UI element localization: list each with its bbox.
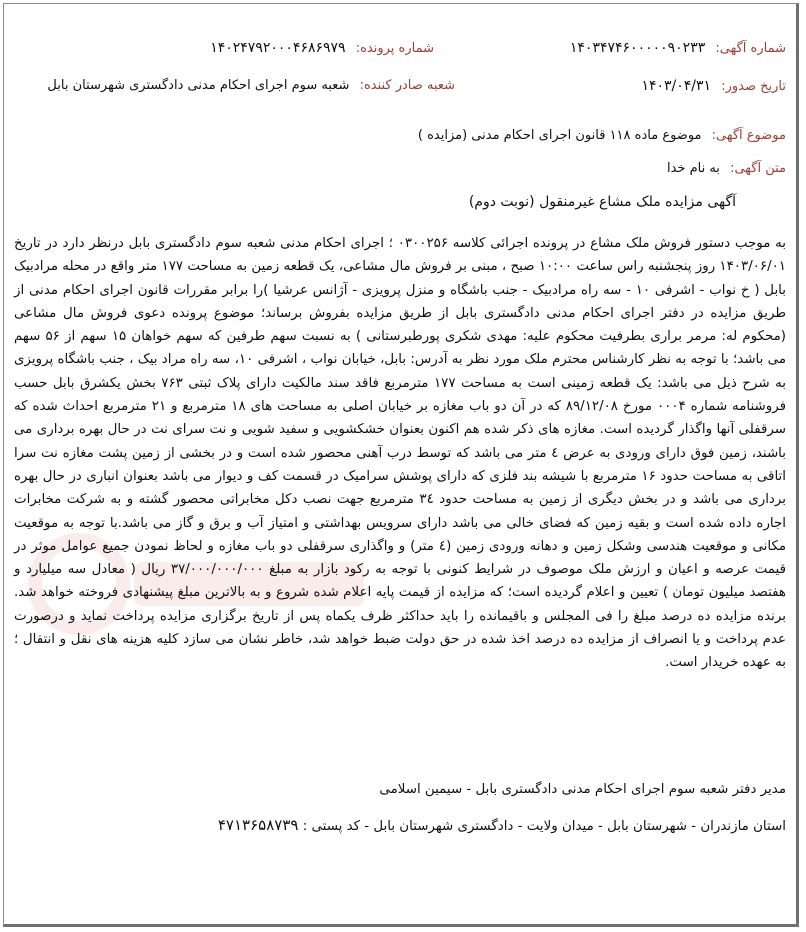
case-number: ۱۴۰۲۴۷۹۲۰۰۰۴۶۸۶۹۷۹ [210,40,346,56]
ad-number-field [570,40,786,56]
text-intro-value: به نام خدا [666,161,720,176]
address-text: استان مازندران - شهرستان بابل - میدان ولایت - دادگستری شهرستان بابل - کد پستی : [302,819,786,834]
address-line [218,816,786,834]
text-intro-label: متن آگهی: [730,161,786,176]
text-intro-field [667,161,786,176]
subject-field [418,128,786,143]
signature: مدیر دفتر شعبه سوم اجرای احکام مدنی دادگستری بابل - سیمین اسلامی [379,782,786,797]
notice-frame [3,3,799,927]
issue-date: ۱۴۰۳/۰۴/۳۱ [641,78,712,94]
notice-body: به موجب دستور فروش ملک مشاع در پرونده اجرائی کلاسه ۰۳۰۰۲۵۶ ؛ اجرای احکام مدنی شعبه سوم دادگستری بابل درنظر دارد در تاریخ ۱۴۰۳/۰۶/۰۱ روز پنجشنبه راس ساعت ۱۰:۰۰ صبح ، مبنی بر فروش مال مشاعی، یک قطعه زمین به مساحت ۱۷۷ متر واقع در محله مرادبیک بابل ( خ نواب - اشرفی ۱۰ - سه راه مرادبیک - جنب باشگاه و منزل پرویزی - آژانس عرشیا )را برابر مقررات قانون اجرای احکام مدنی از طریق مزایده در دفتر اجرای احکام مدنی دادگستری بابل از طریق مزایده بفروش برساند؛ موضوع پرونده دعوی فروش مال مشاعی (محکوم له: مرمر براری بطرفیت محکوم علیه: مهدی شکری پورطبرستانی ) به نسبت سهم طرفین که سهم خواهان ۱۵ سهم از ۵۶ سهم می باشد؛ با توجه به نظر کارشناس محترم ملک مورد نظر به آدرس: بابل، خیابان نواب ، اشرفی ۱۰، سه راه مراد بیک ، جنب باشگاه پرویزی به شرح ذیل می باشد: یک قطعه زمینی است به مساحت ۱۷۷ مترمربع فاقد سند مالکیت دارای پلاک ثبتی ۷۶۳ بخش یکشرق بابل حسب فروشنامه شماره ۰۰۰۴ مورخ ۸۹/۱۲/۰۸ که در آن دو باب مغازه بر خیابان اصلی به مساحت های ۱۸ مترمربع و ۲۱ مترمربع احداث شده که سرقفلی آنها واگذار گردیده است. مغازه های ذکر شده هم اکنون بعنوان خشکشویی و سفید شویی و نت سرای نت در حال بهره برداری می باشند، زمین فوق دارای ورودی به عرض ٤ متر می باشد که توسط درب آهنی محصور شده است و در بخشی از زمین پشت مغازه نت سرا اتاقی به مساحت حدود ۱۶ مترمربع با شیشه بند فلزی که دارای پوشش سرامیک در قسمت کف و دیوار می باشد بعنوان انباری در حال بهره برداری می باشد و در بخش دیگری از زمین به مساحت حدود ۳٤ مترمربع جهت نصب دکل مخابراتی محصور گشته و به شرکت مخابرات اجاره داده شده است و بقیه زمین که فضای خالی می باشد دارای سرویس بهداشتی و امتیاز آب و برق و گاز می باشد.با توجه به موقعیت مکانی و موقعیت هندسی وشکل زمین و دهانه ورودی زمین (٤ متر) و واگذاری سرقفلی دو باب مغازه و لحاظ نمودن جمیع عوامل موثر در قیمت عرصه و اعیان و ارزش ملک موصوف در شرایط کنونی با توجه به رکود بازار به مبلغ ۳۷/۰۰۰/۰۰۰/۰۰۰ ریال ( معادل سه میلیارد و هفتصد میلیون تومان ) تعیین و اعلام گردیده است؛ که مزایده از قیمت پایه اعلام شده شروع و به بالاترین مبلغ پیشنهادی فروخته خواهد شد. برنده مزایده ده درصد مبلغ را فی المجلس و باقیمانده را باید حداکثر ظرف یکماه پس از تاریخ برگزاری مزایده پرداخت نماید و درصورت عدم پرداخت و یا انصراف از مزایده ده درصد اخذ شده در حق دولت ضبط خواهد شد، خاطر نشان می سازد کلیه هزینه های نقل و انتقال ؛ به عهده خریدار است. [14,236,787,671]
ad-number: ۱۴۰۳۴۷۴۶۰۰۰۰۰۹۰۲۳۳ [569,40,706,56]
issue-date-label: تاریخ صدور: [721,79,786,94]
case-number-label: شماره پرونده: [355,41,434,56]
issuer-field [47,78,455,93]
issuer-label: شعبه صادر کننده: [359,78,455,93]
case-number-field [210,40,434,56]
issue-date-field [641,78,786,94]
postal-code: ۴۷۱۳۶۵۸۷۳۹ [217,816,299,834]
subject-label: موضوع آگهی: [711,128,786,143]
subject-value: موضوع ماده ۱۱۸ قانون اجرای احکام مدنی (مزایده ) [417,128,702,143]
issuer: شعبه سوم اجرای احکام مدنی دادگستری شهرستان بابل [47,78,350,93]
ad-number-label: شماره آگهی: [715,41,786,56]
notice-title: آگهی مزایده ملک مشاع غیرمنقول (نوبت دوم) [468,194,736,210]
